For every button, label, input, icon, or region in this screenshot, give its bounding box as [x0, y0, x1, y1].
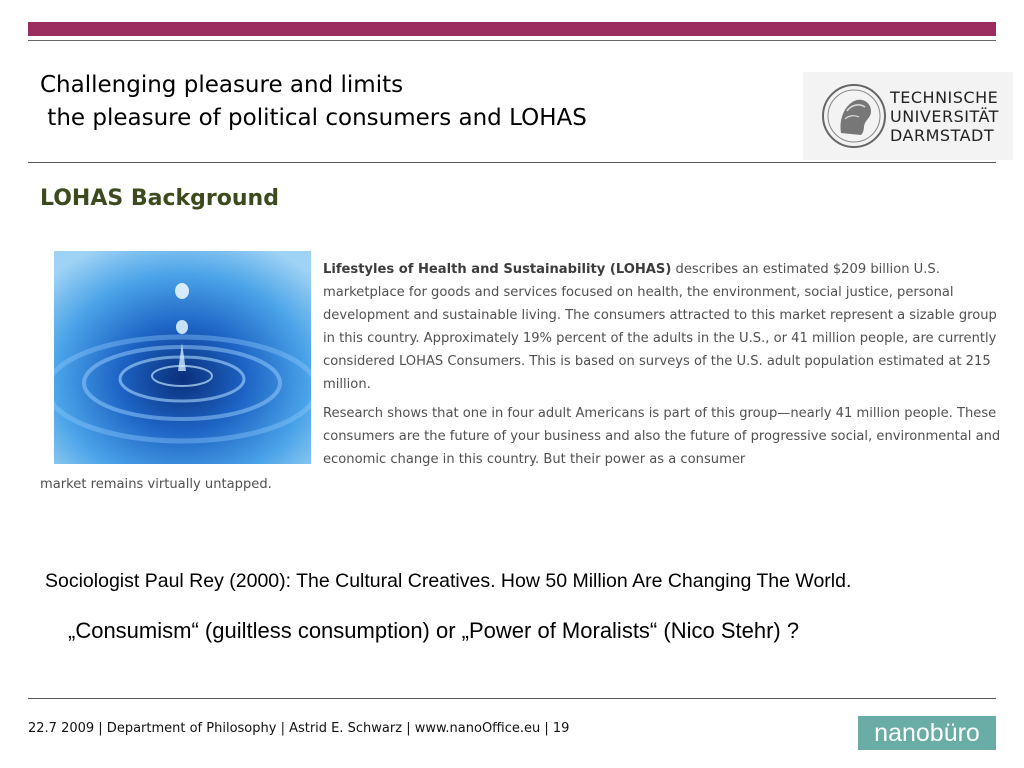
nanobuero-logo: nanobüro	[858, 716, 996, 750]
header-divider	[28, 162, 996, 163]
section-title: LOHAS Background	[40, 186, 279, 211]
tu-darmstadt-logo	[803, 72, 1013, 160]
logo-line-1: TECHNISCHE	[890, 88, 999, 107]
water-drop-ripple-image	[54, 251, 311, 464]
discussion-question: „Consumism“ (guiltless consumption) or „Power of Moralists“ (Nico Stehr) ?	[68, 618, 800, 643]
lohas-definition-body: describes an estimated $209 billion U.S. marketplace for goods and services focused on health, the environment, social justice, personal development and sustainable living. The consumers attracted to this market represent a sizable group in this country. Approximately 19% percent of the adults in the U.S., or 41 million people, are currently considered LOHAS Consumers. This is based on surveys of the U.S. adult population estimated at 215 million.	[323, 262, 997, 392]
logo-line-2: UNIVERSITÄT	[890, 107, 999, 126]
athena-seal-icon	[821, 81, 887, 151]
slide-subtitle: the pleasure of political consumers and LOHAS	[40, 105, 587, 131]
slide-title: Challenging pleasure and limits	[40, 72, 404, 98]
lohas-definition-lead: Lifestyles of Health and Sustainability (LOHAS)	[323, 262, 672, 277]
footer-text: 22.7 2009 | Department of Philosophy | Astrid E. Schwarz | www.nanoOffice.eu | 19	[28, 721, 570, 736]
lohas-paragraph-2-tail: market remains virtually untapped.	[40, 477, 272, 492]
footer-divider	[28, 698, 996, 699]
lohas-paragraph-1	[323, 258, 1003, 396]
lohas-paragraph-2: Research shows that one in four adult Americans is part of this group—nearly 41 million people. These consumers are the future of your business and also the future of progressive social, environmental and economic change in this country. But their power as a consumer	[323, 406, 1001, 467]
top-accent-bar	[28, 22, 996, 36]
logo-line-3: DARMSTADT	[890, 126, 995, 145]
top-divider	[28, 40, 996, 41]
reference-citation: Sociologist Paul Rey (2000): The Cultural Creatives. How 50 Million Are Changing The World.	[45, 570, 852, 592]
